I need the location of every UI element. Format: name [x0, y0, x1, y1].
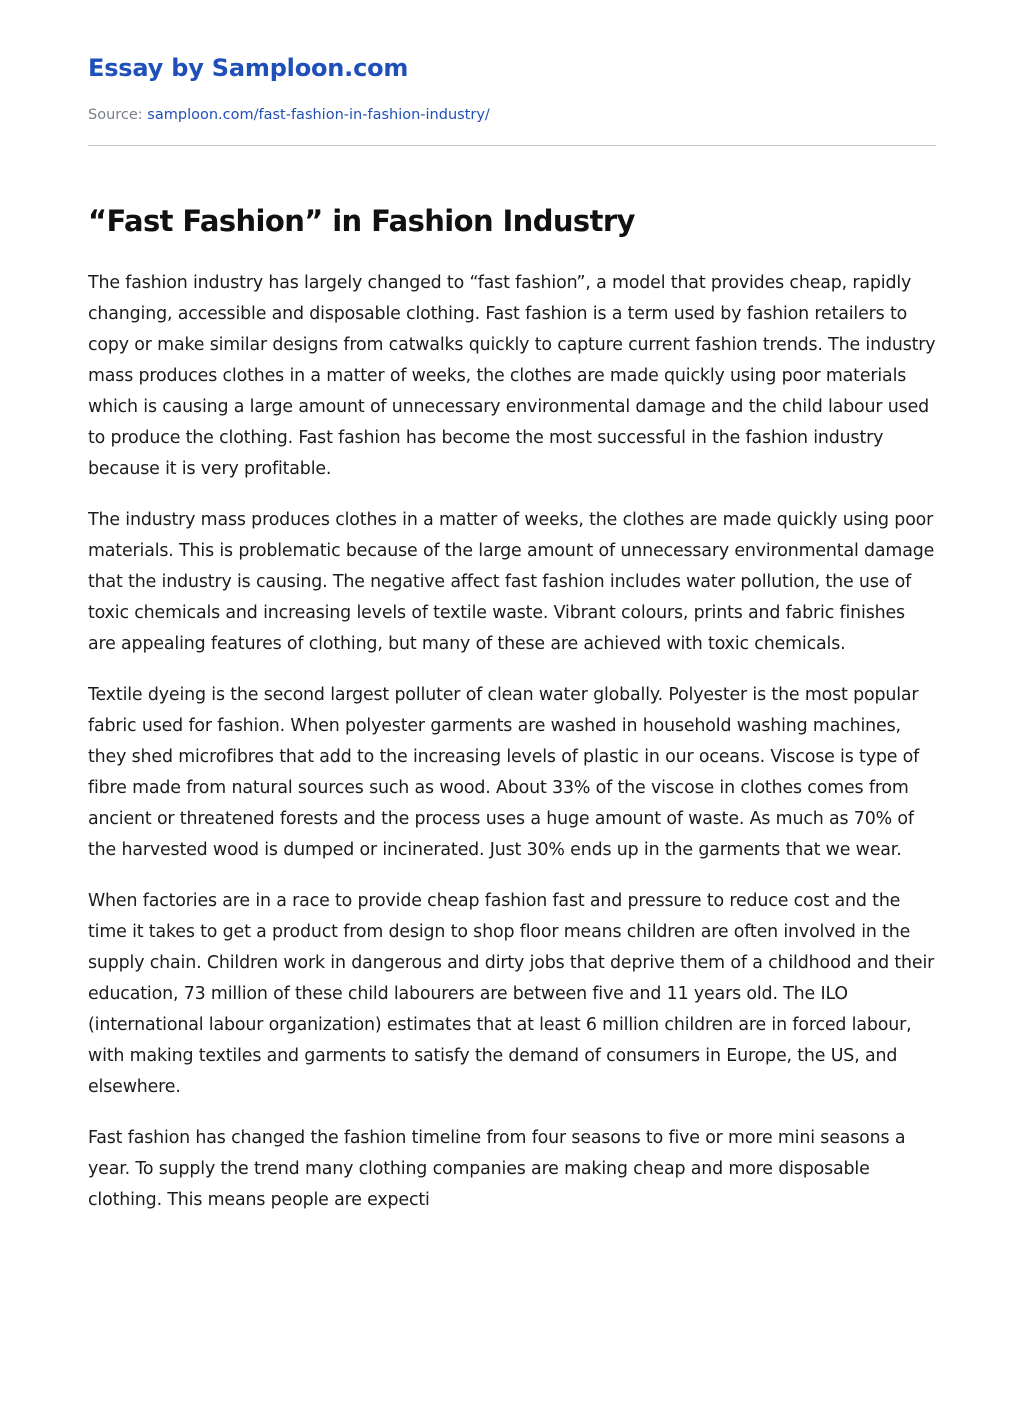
- source-label: Source:: [88, 107, 143, 123]
- paragraph: Textile dyeing is the second largest polluter of clean water globally. Polyester is the most popular fabric used for fashion. When polyester garments are washed in household washing machines, they shed microfibres that add to the increasing levels of plastic in our oceans. Viscose is type of fibre made from natural sources such as wood. About 33% of the viscose in clothes comes from ancient or threatened forests and the process uses a huge amount of waste. As much as 70% of the harvested wood is dumped or incinerated. Just 30% ends up in the garments that we wear.: [88, 685, 920, 860]
- header-divider: [88, 145, 936, 146]
- paragraph: When factories are in a race to provide cheap fashion fast and pressure to reduce cost and the time it takes to get a product from design to shop floor means children are often involved in the supply chain. Children work in dangerous and dirty jobs that deprive them of a childhood and their education, 73 million of these child labourers are between five and 11 years old. The ILO (international labour organization) estimates that at least 6 million children are in forced labour, with making textiles and garments to satisfy the demand of consumers in Europe, the US, and elsewhere.: [88, 891, 935, 1097]
- paragraph: The fashion industry has largely changed to “fast fashion”, a model that provides cheap, rapidly changing, accessible and disposable clothing. Fast fashion is a term used by fashion retailers to copy or make similar designs from catwalks quickly to capture current fashion trends. The industry mass produces clothes in a matter of weeks, the clothes are made quickly using poor materials which is causing a large amount of unnecessary environmental damage and the child labour used to produce the clothing. Fast fashion has become the most successful in the fashion industry because it is very profitable.: [88, 273, 936, 479]
- source-line: [88, 107, 490, 123]
- article-body: [88, 268, 936, 1236]
- paragraph: Fast fashion has changed the fashion timeline from four seasons to five or more mini seasons a year. To supply the trend many clothing companies are making cheap and more disposable clothing. This means people are expecti: [88, 1128, 906, 1210]
- paragraph: The industry mass produces clothes in a matter of weeks, the clothes are made quickly using poor materials. This is problematic because of the large amount of unnecessary environmental damage that the industry is causing. The negative affect fast fashion includes water pollution, the use of toxic chemicals and increasing levels of textile waste. Vibrant colours, prints and fabric finishes are appealing features of clothing, but many of these are achieved with toxic chemicals.: [88, 510, 935, 654]
- site-brand[interactable]: Essay by Samploon.com: [88, 54, 409, 82]
- source-link[interactable]: samploon.com/fast-fashion-in-fashion-industry/: [147, 107, 490, 123]
- article-title: “Fast Fashion” in Fashion Industry: [88, 204, 635, 238]
